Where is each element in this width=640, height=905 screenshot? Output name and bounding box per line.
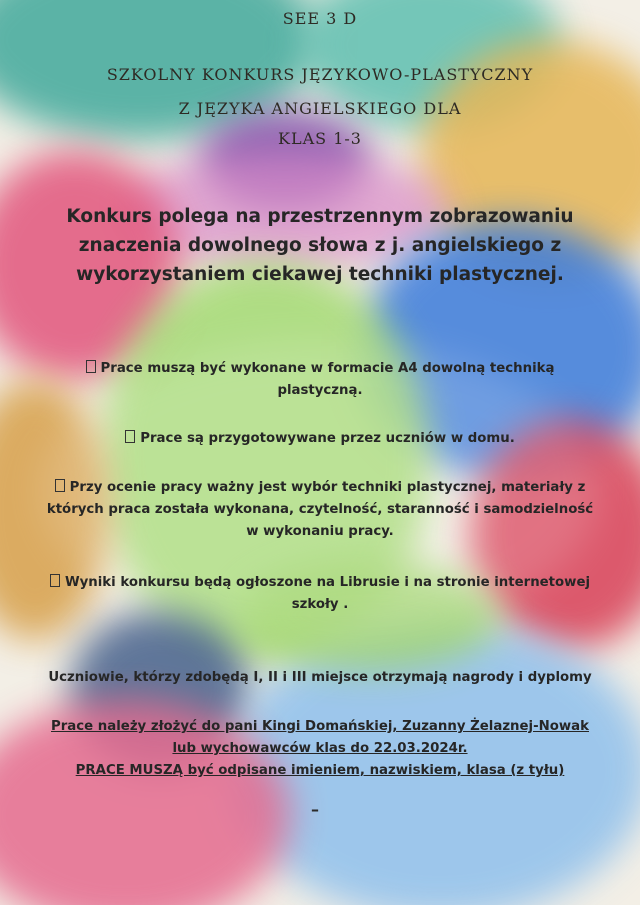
rule-item: [8, 428, 632, 450]
checkbox-glyph-icon: [86, 360, 96, 373]
submission-line: lub wychowawców klas do 22.03.2024r.: [172, 741, 468, 756]
rule-text: w wykonaniu pracy.: [246, 524, 394, 539]
rule-text: szkoły .: [291, 597, 349, 612]
rule-text: Przy ocenie pracy ważny jest wybór techniki plastycznej, materiały z: [69, 480, 586, 495]
checkbox-glyph-icon: [50, 574, 60, 587]
contest-title-line2: Z JĘZYKA ANGIELSKIEGO DLA: [178, 99, 462, 118]
footer-dash: –: [311, 800, 319, 819]
rule-text: Prace muszą być wykonane w formacie A4 dowolną techniką: [100, 361, 555, 376]
contest-title-line3: KLAS 1-3: [278, 129, 362, 148]
rule-text: których praca została wykonana, czytelność, staranność i samodzielność: [46, 502, 594, 517]
contest-title-line1: SZKOLNY KONKURS JĘZYKOWO-PLASTYCZNY: [106, 65, 534, 84]
description-line: wykorzystaniem ciekawej techniki plastycznej.: [76, 264, 564, 285]
rule-text: plastyczną.: [277, 383, 363, 398]
description-line: znaczenia dowolnego słowa z j. angielskiego z: [78, 235, 562, 256]
checkbox-glyph-icon: [125, 430, 135, 443]
rule-text: Prace są przygotowywane przez uczniów w domu.: [140, 431, 515, 446]
submission-info: [8, 716, 632, 782]
rule-item: [8, 572, 632, 616]
rule-text: Wyniki konkursu będą ogłoszone na Librusie i na stronie internetowej: [64, 575, 591, 590]
submission-line: Prace należy złożyć do pani Kingi Domańskiej, Zuzanny Żelaznej-Nowak: [51, 719, 589, 734]
prizes-text: Uczniowie, którzy zdobędą I, II i III miejsce otrzymają nagrody i dyplomy: [48, 670, 592, 685]
contest-description: [30, 202, 610, 289]
rule-item: [8, 477, 632, 543]
rule-item: [8, 358, 632, 402]
description-line: Konkurs polega na przestrzennym zobrazowaniu: [66, 206, 574, 227]
checkbox-glyph-icon: [55, 479, 65, 492]
class-label: SEE 3 D: [282, 9, 358, 28]
submission-line: PRACE MUSZĄ być odpisane imieniem, nazwiskiem, klasa (z tyłu): [75, 763, 565, 778]
